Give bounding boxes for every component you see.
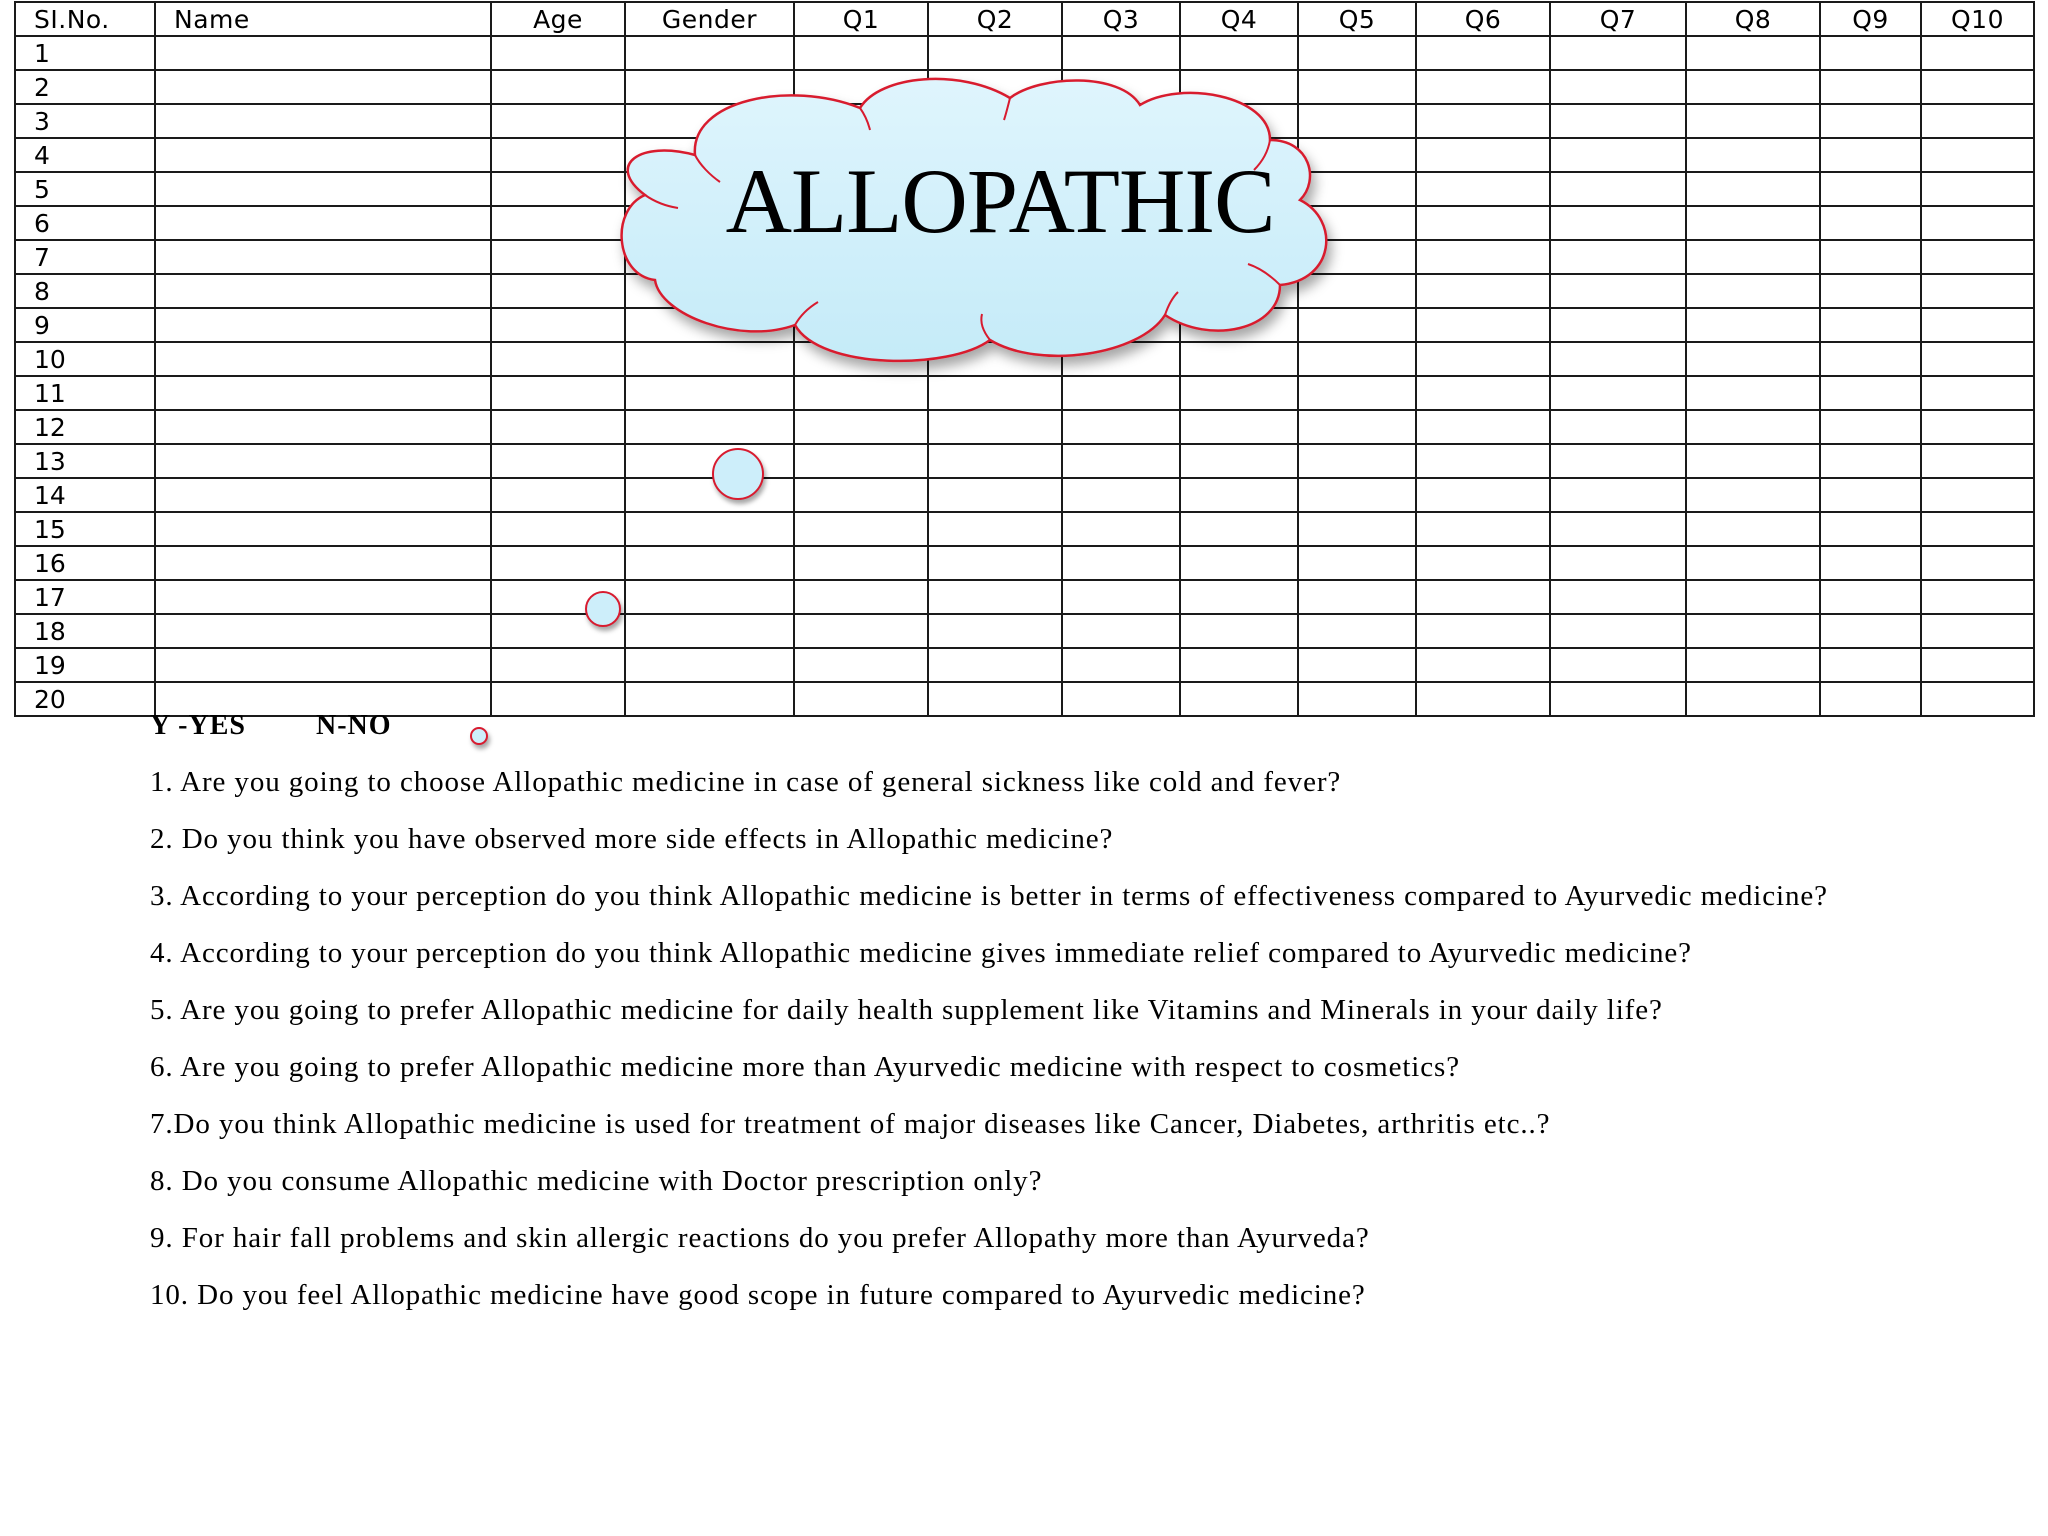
table-cell <box>625 444 794 478</box>
table-cell <box>1180 580 1298 614</box>
row-number: 4 <box>15 138 155 172</box>
table-row <box>15 512 2034 546</box>
table-row <box>15 376 2034 410</box>
table-cell <box>1180 512 1298 546</box>
table-cell <box>794 410 928 444</box>
table-cell <box>1180 648 1298 682</box>
column-header: Q3 <box>1062 2 1180 36</box>
table-cell <box>1820 104 1921 138</box>
table-cell <box>491 36 625 70</box>
table-cell <box>794 546 928 580</box>
table-cell <box>1550 648 1686 682</box>
table-cell <box>1686 410 1820 444</box>
question-item: 6. Are you going to prefer Allopathic medicine more than Ayurvedic medicine with respect to cosmetics? <box>150 1051 1460 1083</box>
question-item: 1. Are you going to choose Allopathic medicine in case of general sickness like cold and fever? <box>150 766 1342 798</box>
question-item: 7.Do you think Allopathic medicine is used for treatment of major diseases like Cancer, Diabetes, arthritis etc..? <box>150 1108 1551 1140</box>
legend <box>150 710 392 742</box>
table-cell <box>1550 308 1686 342</box>
table-cell <box>1180 376 1298 410</box>
table-cell <box>155 580 491 614</box>
row-number: 10 <box>15 342 155 376</box>
table-cell <box>1416 308 1550 342</box>
cloud-bubble-medium <box>585 591 621 627</box>
table-cell <box>928 512 1062 546</box>
table-cell <box>1921 70 2034 104</box>
table-cell <box>1921 478 2034 512</box>
row-number: 5 <box>15 172 155 206</box>
table-cell <box>1921 138 2034 172</box>
table-cell <box>1062 410 1180 444</box>
table-cell <box>1820 342 1921 376</box>
table-cell <box>1820 206 1921 240</box>
table-cell <box>155 240 491 274</box>
table-cell <box>1416 410 1550 444</box>
column-header: Name <box>155 2 491 36</box>
table-cell <box>1550 614 1686 648</box>
table-cell <box>1416 70 1550 104</box>
table-cell <box>491 512 625 546</box>
table-cell <box>1921 614 2034 648</box>
table-cell <box>1820 308 1921 342</box>
table-cell <box>1550 104 1686 138</box>
table-cell <box>1416 512 1550 546</box>
table-cell <box>1550 410 1686 444</box>
row-number: 1 <box>15 36 155 70</box>
table-cell <box>1416 376 1550 410</box>
table-cell <box>1921 274 2034 308</box>
table-cell <box>794 614 928 648</box>
table-cell <box>1921 444 2034 478</box>
table-cell <box>1921 342 2034 376</box>
table-cell <box>1180 682 1298 716</box>
question-item: 2. Do you think you have observed more side effects in Allopathic medicine? <box>150 823 1114 855</box>
table-cell <box>1062 376 1180 410</box>
question-item: 8. Do you consume Allopathic medicine with Doctor prescription only? <box>150 1165 1043 1197</box>
table-cell <box>1416 546 1550 580</box>
table-cell <box>1062 478 1180 512</box>
table-cell <box>625 512 794 546</box>
legend-yes: Y -YES <box>150 710 246 741</box>
row-number: 12 <box>15 410 155 444</box>
table-cell <box>1686 342 1820 376</box>
row-number: 15 <box>15 512 155 546</box>
table-cell <box>155 512 491 546</box>
table-cell <box>1820 410 1921 444</box>
table-cell <box>155 70 491 104</box>
table-cell <box>1921 546 2034 580</box>
table-cell <box>794 478 928 512</box>
table-cell <box>625 376 794 410</box>
legend-no: N-NO <box>315 710 392 741</box>
table-cell <box>928 614 1062 648</box>
thought-cloud <box>620 70 1380 370</box>
table-cell <box>155 274 491 308</box>
table-cell <box>928 580 1062 614</box>
table-cell <box>1062 444 1180 478</box>
table-cell <box>155 376 491 410</box>
table-cell <box>1820 546 1921 580</box>
table-cell <box>1921 580 2034 614</box>
table-cell <box>1686 274 1820 308</box>
table-cell <box>1686 138 1820 172</box>
table-cell <box>1921 172 2034 206</box>
table-cell <box>155 342 491 376</box>
table-cell <box>1416 648 1550 682</box>
table-cell <box>1416 206 1550 240</box>
table-cell <box>794 648 928 682</box>
table-cell <box>794 512 928 546</box>
table-cell <box>155 648 491 682</box>
row-number: 19 <box>15 648 155 682</box>
question-list <box>150 765 1930 1335</box>
row-number: 2 <box>15 70 155 104</box>
table-cell <box>928 478 1062 512</box>
table-cell <box>1550 444 1686 478</box>
table-cell <box>1298 444 1416 478</box>
table-cell <box>1686 648 1820 682</box>
column-header: Gender <box>625 2 794 36</box>
table-cell <box>625 580 794 614</box>
table-cell <box>1686 104 1820 138</box>
table-cell <box>625 410 794 444</box>
table-cell <box>1180 444 1298 478</box>
table-row <box>15 410 2034 444</box>
table-cell <box>155 104 491 138</box>
cloud-bubble-small <box>470 727 488 745</box>
row-number: 3 <box>15 104 155 138</box>
row-number: 14 <box>15 478 155 512</box>
row-number: 8 <box>15 274 155 308</box>
table-cell <box>1416 444 1550 478</box>
table-cell <box>928 410 1062 444</box>
table-cell <box>155 308 491 342</box>
table-cell <box>1550 274 1686 308</box>
table-cell <box>155 444 491 478</box>
table-cell <box>1921 512 2034 546</box>
table-cell <box>1550 70 1686 104</box>
table-cell <box>491 682 625 716</box>
table-cell <box>1921 240 2034 274</box>
table-row <box>15 444 2034 478</box>
table-cell <box>1298 682 1416 716</box>
row-number: 7 <box>15 240 155 274</box>
table-cell <box>1686 172 1820 206</box>
table-cell <box>155 36 491 70</box>
table-cell <box>491 308 625 342</box>
table-cell <box>491 104 625 138</box>
table-cell <box>928 36 1062 70</box>
table-cell <box>491 138 625 172</box>
table-cell <box>1180 478 1298 512</box>
table-row <box>15 614 2034 648</box>
table-cell <box>1416 172 1550 206</box>
table-cell <box>1820 478 1921 512</box>
table-cell <box>1921 682 2034 716</box>
table-cell <box>1550 376 1686 410</box>
table-cell <box>1820 376 1921 410</box>
table-cell <box>794 36 928 70</box>
table-cell <box>155 546 491 580</box>
table-cell <box>491 240 625 274</box>
table-cell <box>625 614 794 648</box>
table-cell <box>1298 376 1416 410</box>
table-cell <box>625 682 794 716</box>
question-item: 3. According to your perception do you think Allopathic medicine is better in terms of effectiveness compared to Ayurvedic medicine? <box>150 880 1828 912</box>
table-cell <box>1298 478 1416 512</box>
table-cell <box>491 342 625 376</box>
table-cell <box>928 682 1062 716</box>
table-cell <box>928 376 1062 410</box>
table-cell <box>1921 648 2034 682</box>
row-number: 18 <box>15 614 155 648</box>
row-number: 6 <box>15 206 155 240</box>
table-cell <box>491 376 625 410</box>
column-header: Q5 <box>1298 2 1416 36</box>
table-header-row <box>15 2 2034 36</box>
table-cell <box>1820 70 1921 104</box>
row-number: 20 <box>15 682 155 716</box>
question-item: 5. Are you going to prefer Allopathic medicine for daily health supplement like Vitamins and Minerals in your daily life? <box>150 994 1663 1026</box>
row-number: 17 <box>15 580 155 614</box>
table-cell <box>1416 342 1550 376</box>
table-cell <box>625 546 794 580</box>
column-header: Q10 <box>1921 2 2034 36</box>
table-cell <box>1298 410 1416 444</box>
table-cell <box>928 546 1062 580</box>
table-cell <box>1820 274 1921 308</box>
column-header: Q7 <box>1550 2 1686 36</box>
table-cell <box>1686 580 1820 614</box>
table-cell <box>1820 614 1921 648</box>
table-cell <box>491 410 625 444</box>
table-cell <box>1416 274 1550 308</box>
table-cell <box>1180 614 1298 648</box>
table-cell <box>1820 682 1921 716</box>
column-header: Q4 <box>1180 2 1298 36</box>
row-number: 11 <box>15 376 155 410</box>
table-cell <box>625 648 794 682</box>
table-cell <box>1921 376 2034 410</box>
table-cell <box>1062 512 1180 546</box>
table-cell <box>1686 206 1820 240</box>
table-cell <box>1820 36 1921 70</box>
table-cell <box>1062 648 1180 682</box>
table-cell <box>1416 580 1550 614</box>
table-cell <box>1298 36 1416 70</box>
table-cell <box>1550 36 1686 70</box>
table-cell <box>1921 410 2034 444</box>
table-cell <box>1062 682 1180 716</box>
table-cell <box>491 274 625 308</box>
table-cell <box>1180 546 1298 580</box>
table-cell <box>1416 614 1550 648</box>
table-row <box>15 546 2034 580</box>
table-cell <box>1062 546 1180 580</box>
table-cell <box>1550 206 1686 240</box>
column-header: Q6 <box>1416 2 1550 36</box>
table-cell <box>1820 648 1921 682</box>
cloud-bubble-large <box>712 448 764 500</box>
table-cell <box>1062 36 1180 70</box>
row-number: 9 <box>15 308 155 342</box>
table-cell <box>1416 104 1550 138</box>
table-cell <box>1550 580 1686 614</box>
table-cell <box>1416 138 1550 172</box>
table-cell <box>1686 614 1820 648</box>
table-cell <box>928 444 1062 478</box>
table-cell <box>1820 512 1921 546</box>
table-row <box>15 580 2034 614</box>
table-cell <box>1686 512 1820 546</box>
table-cell <box>1550 240 1686 274</box>
table-cell <box>491 648 625 682</box>
table-cell <box>1686 478 1820 512</box>
table-cell <box>155 410 491 444</box>
column-header: Q8 <box>1686 2 1820 36</box>
row-number: 13 <box>15 444 155 478</box>
table-cell <box>1550 342 1686 376</box>
table-cell <box>1550 682 1686 716</box>
column-header: SI.No. <box>15 2 155 36</box>
table-row <box>15 648 2034 682</box>
table-cell <box>1550 546 1686 580</box>
table-cell <box>1686 682 1820 716</box>
table-cell <box>1820 240 1921 274</box>
table-cell <box>928 648 1062 682</box>
table-cell <box>491 546 625 580</box>
table-cell <box>794 580 928 614</box>
table-cell <box>1180 36 1298 70</box>
table-cell <box>1686 546 1820 580</box>
table-cell <box>1298 546 1416 580</box>
column-header: Q1 <box>794 2 928 36</box>
table-cell <box>1298 512 1416 546</box>
table-cell <box>491 206 625 240</box>
table-cell <box>1921 104 2034 138</box>
question-item: 9. For hair fall problems and skin allergic reactions do you prefer Allopathy more than Ayurveda? <box>150 1222 1370 1254</box>
table-cell <box>1416 478 1550 512</box>
table-cell <box>1550 138 1686 172</box>
table-cell <box>1921 36 2034 70</box>
question-item: 10. Do you feel Allopathic medicine have good scope in future compared to Ayurvedic medicine? <box>150 1279 1366 1311</box>
table-cell <box>1686 240 1820 274</box>
cloud-title: ALLOPATHIC <box>725 150 1275 252</box>
column-header: Q9 <box>1820 2 1921 36</box>
table-cell <box>491 172 625 206</box>
table-cell <box>1416 682 1550 716</box>
table-cell <box>155 172 491 206</box>
table-cell <box>1062 614 1180 648</box>
table-cell <box>1921 206 2034 240</box>
table-cell <box>1416 36 1550 70</box>
table-cell <box>1686 444 1820 478</box>
table-cell <box>1921 308 2034 342</box>
table-cell <box>1686 308 1820 342</box>
table-cell <box>1298 648 1416 682</box>
table-cell <box>155 138 491 172</box>
table-cell <box>1686 376 1820 410</box>
table-cell <box>155 478 491 512</box>
table-cell <box>1820 580 1921 614</box>
table-cell <box>794 376 928 410</box>
table-cell <box>1686 36 1820 70</box>
table-cell <box>155 614 491 648</box>
table-cell <box>1550 478 1686 512</box>
table-cell <box>1298 614 1416 648</box>
table-cell <box>1062 580 1180 614</box>
table-cell <box>1820 172 1921 206</box>
table-cell <box>1550 172 1686 206</box>
table-cell <box>794 444 928 478</box>
row-number: 16 <box>15 546 155 580</box>
table-cell <box>491 70 625 104</box>
table-cell <box>155 206 491 240</box>
table-cell <box>491 444 625 478</box>
table-row <box>15 478 2034 512</box>
table-cell <box>1820 138 1921 172</box>
table-cell <box>625 478 794 512</box>
table-cell <box>1298 580 1416 614</box>
table-row <box>15 36 2034 70</box>
table-cell <box>625 36 794 70</box>
table-cell <box>1416 240 1550 274</box>
table-cell <box>1686 70 1820 104</box>
column-header: Age <box>491 2 625 36</box>
table-cell <box>1550 512 1686 546</box>
table-cell <box>794 682 928 716</box>
table-cell <box>1820 444 1921 478</box>
column-header: Q2 <box>928 2 1062 36</box>
table-cell <box>1180 410 1298 444</box>
question-item: 4. According to your perception do you think Allopathic medicine gives immediate relief compared to Ayurvedic medicine? <box>150 937 1692 969</box>
table-cell <box>491 478 625 512</box>
